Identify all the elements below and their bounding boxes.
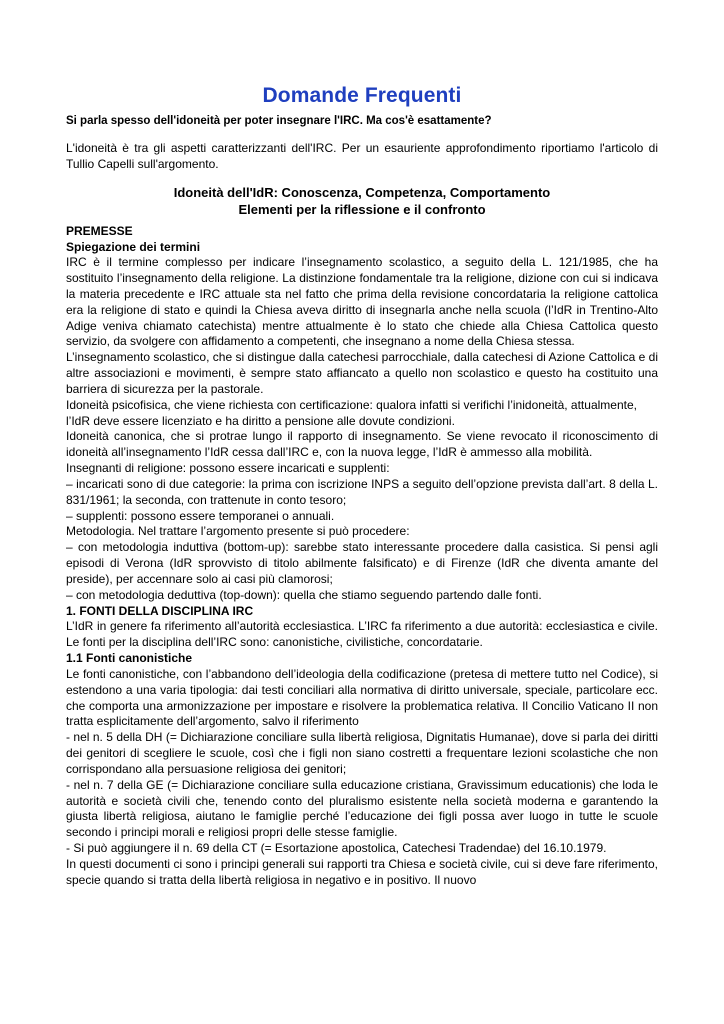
article-heading	[66, 184, 658, 219]
paragraph-idoneita-canonica: Idoneità canonica, che si protrae lungo il rapporto di insegnamento. Se viene revocato il riconoscimento di idoneità all’insegnamento l’IdR cessa dall’IRC e, con la nuova legge, l’IdR è ammesso alla mobilità.	[66, 429, 658, 460]
page-title: Domande Frequenti	[262, 84, 462, 107]
paragraph-ct-n69: - Si può aggiungere il n. 69 della CT (= Esortazione apostolica, Catechesi Tradendae) del 16.10.1979.	[66, 840, 607, 855]
section-fonti-disciplina-irc: 1. FONTI DELLA DISCIPLINA IRC	[66, 603, 254, 618]
paragraph-canonistiche-intro: Le fonti canonistiche, con l’abbandono dell’ideologia della codificazione (pretesa di mettere tutto nel Codice), si estendono a una varia tipologia: dai testi conciliari alla normativa di diritto universale, speciale, particolare ecc. che comporta una armonizzazione per impostare e risolvere la problematica relativa. Il Concilio Vaticano II non tratta esplicitamente dell’argomento, salvo il riferimento	[66, 666, 658, 729]
paragraph-irc-definizione: IRC è il termine complesso per indicare l’insegnamento scolastico, a seguito della L. 121/1985, che ha sostituito l’insegnamento della religione. La distinzione fondamentale tra la religione, dizione con cui si indicava la materia precedente e IRC attuale sta nel fatto che prima della revisione concordataria la religione cattolica era la religione di stato e quindi la Chiesa aveva diritto di insegnarla anche nella scuola (l’IdR in Trentino-Alto Adige veniva chiamato catechista) mentre attualmente è lo stato che chiede alla Chiesa Cattolica questo servizio, da svolgere con affidamento a competenti, che insegnano a nome della Chiesa stessa.	[66, 255, 658, 349]
paragraph-supplenti: – supplenti: possono essere temporanei o annuali.	[66, 508, 335, 523]
intro-paragraph: L'idoneità è tra gli aspetti caratterizzanti dell'IRC. Per un esauriente approfondimento riportiamo l'articolo di Tullio Capelli sull'argomento.	[66, 140, 658, 171]
paragraph-metodologia: Metodologia. Nel trattare l’argomento presente si può procedere:	[66, 524, 410, 539]
paragraph-metodologia-deduttiva: – con metodologia deduttiva (top-down): quella che stiamo seguendo partendo dalle fonti.	[66, 587, 542, 602]
section-spiegazione-termini: Spiegazione dei termini	[66, 239, 201, 254]
paragraph-dh-n5: - nel n. 5 della DH (= Dichiarazione conciliare sulla libertà religiosa, Dignitatis Humanae), dove si parla dei diritti dei genitori di scegliere le scuole, così che i figli non siano costretti a frequentare lezioni scolastiche che non corrispondano alla persuasione religiosa dei genitori;	[66, 730, 658, 776]
paragraph-incaricati: – incaricati sono di due categorie: la prima con iscrizione INPS a seguito dell’opzione prevista dall’art. 8 della L. 831/1961; la seconda, con trattenute in conto tesoro;	[66, 476, 658, 507]
article-heading-line-1: Idoneità dell'IdR: Conoscenza, Competenza, Comportamento	[173, 184, 551, 200]
paragraph-principi-generali: In questi documenti ci sono i principi generali sui rapporti tra Chiesa e società civile, cui si deve fare riferimento, specie quando si tratta della libertà religiosa in negativo e in positivo. Il nuovo	[66, 856, 658, 887]
paragraph-metodologia-induttiva: – con metodologia induttiva (bottom-up): sarebbe stato interessante procedere dalla casistica. Si pensi agli episodi di Verona (IdR sprovvisto di titolo abilmente falsificato) e di Firenze (IdR che diventa amante del preside), per accennare solo ai casi più clamorosi;	[66, 540, 658, 586]
paragraph-ge-n7: - nel n. 7 della GE (= Dichiarazione conciliare sulla educazione cristiana, Gravissimum educationis) che loda le autorità e società civili che, tenendo conto del pluralismo esistente nella società moderna e garantendo la giusta libertà religiosa, aiutano le famiglie perché l’educazione dei figli possa aver luogo in tutte le scuole secondo i principi morali e religiosi propri delle stesse famiglie.	[66, 777, 658, 840]
paragraph-fonti-disciplina: L’IdR in genere fa riferimento all’autorità ecclesiastica. L’IRC fa riferimento a due autorità: ecclesiastica e civile. Le fonti per la disciplina dell’IRC sono: canonistiche, civilistiche, concordatarie.	[66, 619, 658, 650]
article-heading-line-2: Elementi per la riflessione e il confronto	[238, 202, 486, 218]
paragraph-licenziamento: l’IdR deve essere licenziato e ha diritto a pensione alle dovute condizioni.	[66, 413, 455, 428]
section-premesse: PREMESSE	[66, 223, 133, 238]
paragraph-insegnamento-scolastico: L’insegnamento scolastico, che si distingue dalla catechesi parrocchiale, dalla catechesi di Azione Cattolica e di altre associazioni e movimenti, è sempre stato affiancato a quello non scolastico e questo ha costituito una barriera di sicurezza per la pastorale.	[66, 350, 658, 396]
paragraph-idoneita-psicofisica: Idoneità psicofisica, che viene richiesta con certificazione: qualora infatti si verifichi l’inidoneità, attualmente,	[66, 397, 637, 412]
section-fonti-canonistiche: 1.1 Fonti canonistiche	[66, 651, 193, 666]
document-subtitle: Si parla spesso dell'idoneità per poter insegnare l'IRC. Ma cos'è esattamente?	[66, 115, 492, 127]
paragraph-insegnanti-religione: Insegnanti di religione: possono essere incaricati e supplenti:	[66, 461, 390, 476]
